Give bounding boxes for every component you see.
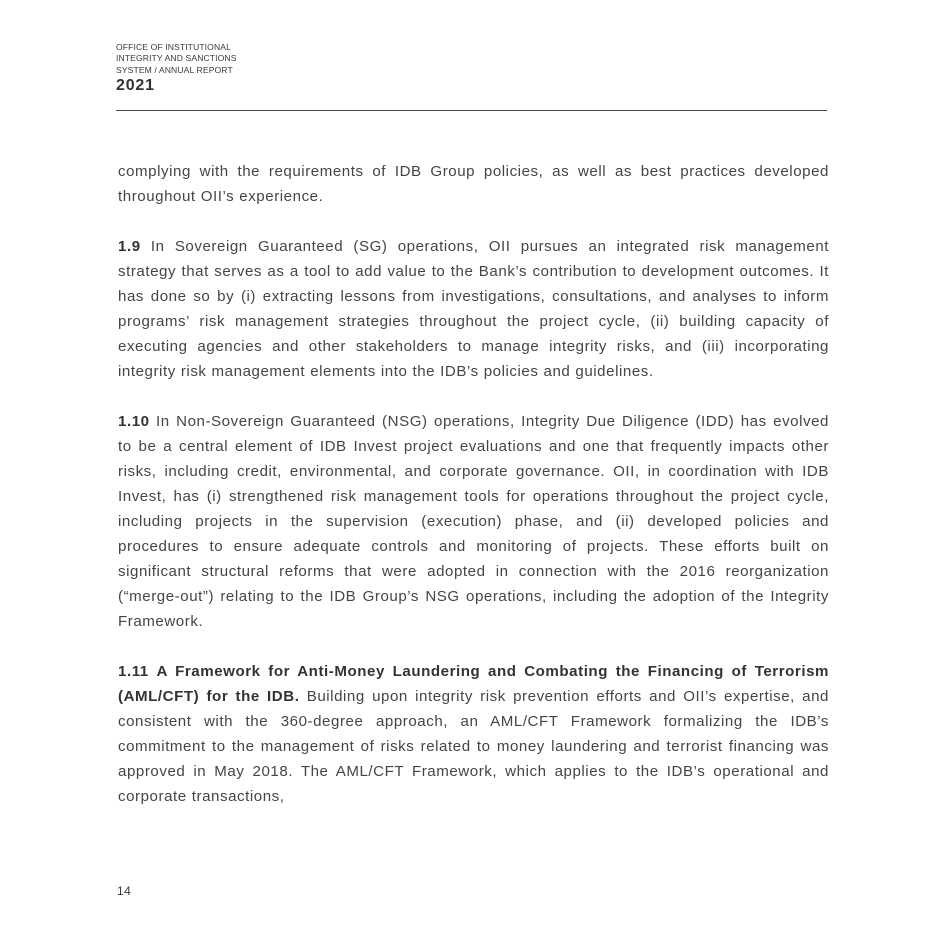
paragraph-number: 1.10 — [118, 413, 150, 430]
paragraph-text: Building upon integrity risk prevention efforts and OII’s expertise, and consistent with the 360-degree approach, an AML/CFT Framework formalizing the IDB’s commitment to the management of risks related to money laundering and terrorist financing was approved in May 2018. The AML/CFT Framework, which applies to the IDB’s operational and corporate transactions, — [118, 688, 829, 805]
header-line-1: OFFICE OF INSTITUTIONAL — [116, 42, 231, 52]
body-text — [118, 159, 829, 834]
page-number: 14 — [117, 884, 132, 898]
header-year: 2021 — [116, 77, 155, 95]
header-line-2: INTEGRITY AND SANCTIONS — [116, 53, 237, 64]
paragraph-text: In Sovereign Guaranteed (SG) operations, OII pursues an integrated risk management strategy that serves as a tool to add value to the Bank’s contribution to development outcomes. It has done so by (i) extracting lessons from investigations, consultations, and analyses to inform programs’ risk management strategies throughout the project cycle, (ii) building capacity of executing agencies and other stakeholders to manage integrity risks, and (iii) incorporating integrity risk management elements into the IDB’s policies and guidelines. — [118, 238, 830, 380]
paragraph-text: complying with the requirements of IDB Group policies, as well as best practices developed throughout OII’s experience. — [118, 163, 829, 205]
report-header — [116, 42, 827, 96]
paragraph-text: In Non-Sovereign Guaranteed (NSG) operations, Integrity Due Diligence (IDD) has evolved to be a central element of IDB Invest project evaluations and one that frequently impacts other risks, including credit, environmental, and corporate governance. OII, in coordination with IDB Invest, has (i) strengthened risk management tools for operations throughout the project cycle, including projects in the supervision (execution) phase, and (ii) developed policies and procedures to ensure adequate controls and monitoring of projects. These efforts built on significant structural reforms that were adopted in connection with the 2016 reorganization (“merge-out”) relating to the IDB Group’s NSG operations, including the adoption of the Integrity Framework. — [118, 413, 829, 630]
paragraph-1-9 — [118, 234, 829, 384]
header-divider — [116, 110, 827, 111]
paragraph-number: 1.9 — [118, 238, 141, 255]
paragraph-continuation — [118, 159, 829, 209]
header-line-3: SYSTEM / ANNUAL REPORT — [116, 64, 233, 75]
paragraph-1-11 — [118, 659, 829, 809]
paragraph-number: 1.11 — [118, 663, 149, 680]
paragraph-1-10 — [118, 409, 829, 634]
paragraph-title: A Framework for Anti-Money Laundering and Combating the Financing of Terrorism (AML/CFT) for the IDB. — [118, 663, 830, 705]
